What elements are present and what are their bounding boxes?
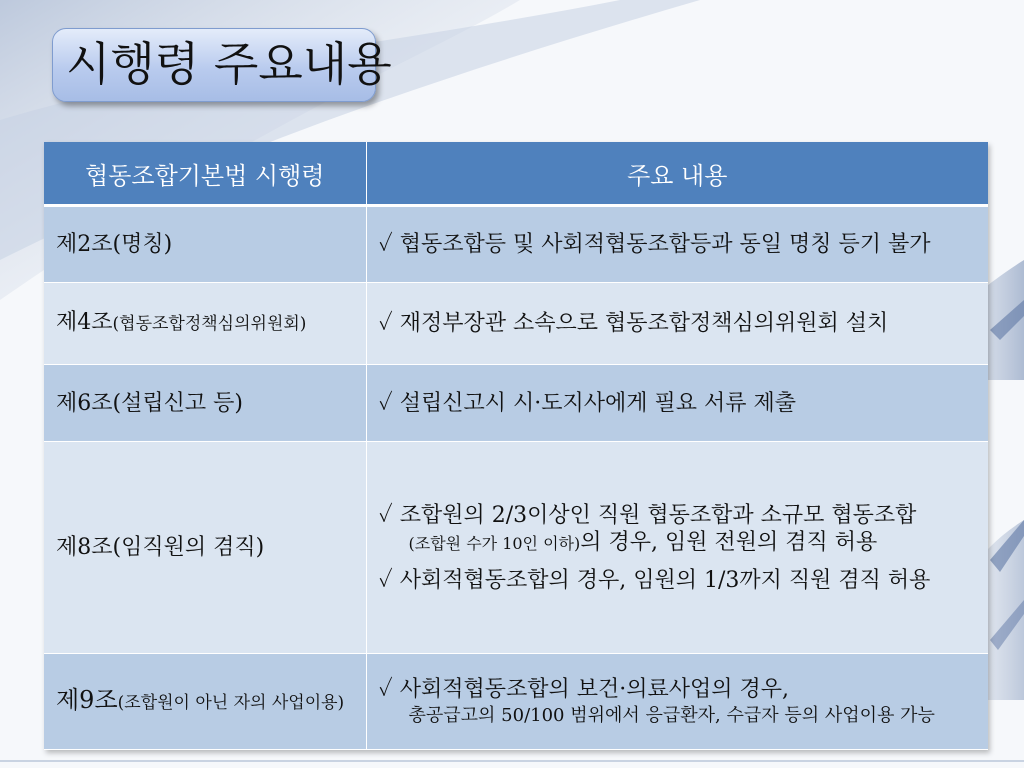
header-article: 협동조합기본법 시행령 [44,142,366,206]
content-text: 설립신고시 시·도지사에게 필요 서류 제출 [399,390,796,416]
content-item [379,567,979,594]
table-row [44,442,988,654]
article-label: 제9조 [56,685,118,714]
content-text: 협동조합등 및 사회적협동조합등과 동일 명칭 등기 불가 [399,232,931,257]
article-label: 제2조(명칭) [56,232,173,257]
article-sublabel: (협동조합정책심의위원회) [112,314,307,334]
table-row [44,206,988,283]
article-cell [44,283,366,365]
check-icon: ✓ [378,502,393,528]
check-icon: ✓ [378,567,393,593]
content-text: 재정부장관 소속으로 협동조합정책심의위원회 설치 [399,311,889,336]
article-cell [44,206,366,283]
check-icon: ✓ [378,232,393,257]
article-cell [44,365,366,442]
table-row [44,654,988,750]
check-icon: ✓ [378,390,393,416]
content-note [379,703,979,728]
bottom-divider [0,760,1024,762]
slide-title: 시행령 주요내용 [66,37,392,91]
check-icon: ✓ [378,311,393,336]
content-cell [366,365,988,442]
note-text: 총공급고의 50/100 범위에서 응급환자, 수급자 등의 사업이용 가능 [408,704,935,726]
article-label: 제4조 [56,310,113,335]
note-small-text: (조합원 수가 10인 이하) [408,533,581,553]
content-cell [366,442,988,654]
note-text: 의 경우, 임원 전원의 겸직 허용 [580,529,878,555]
content-item [379,676,979,703]
article-label: 제6조(설립신고 등) [56,390,243,416]
content-cell [366,283,988,365]
article-label: 제8조(임직원의 겸직) [56,535,265,560]
content-cell [366,206,988,283]
table-row [44,365,988,442]
content-note [379,529,979,557]
articles-table [44,142,988,750]
table-row [44,283,988,365]
header-content: 주요 내용 [366,142,988,206]
content-cell [366,654,988,750]
article-sublabel: (조합원이 아닌 자의 사업이용) [117,692,345,713]
content-text: 사회적협동조합의 보건·의료사업의 경우, [399,676,789,702]
content-item [379,502,979,529]
content-text: 사회적협동조합의 경우, 임원의 1/3까지 직원 겸직 허용 [399,567,931,593]
article-cell [44,654,366,750]
check-icon: ✓ [378,676,393,702]
table-header-row [44,142,988,206]
content-text: 조합원의 2/3이상인 직원 협동조합과 소규모 협동조합 [399,502,917,528]
article-cell [44,442,366,654]
